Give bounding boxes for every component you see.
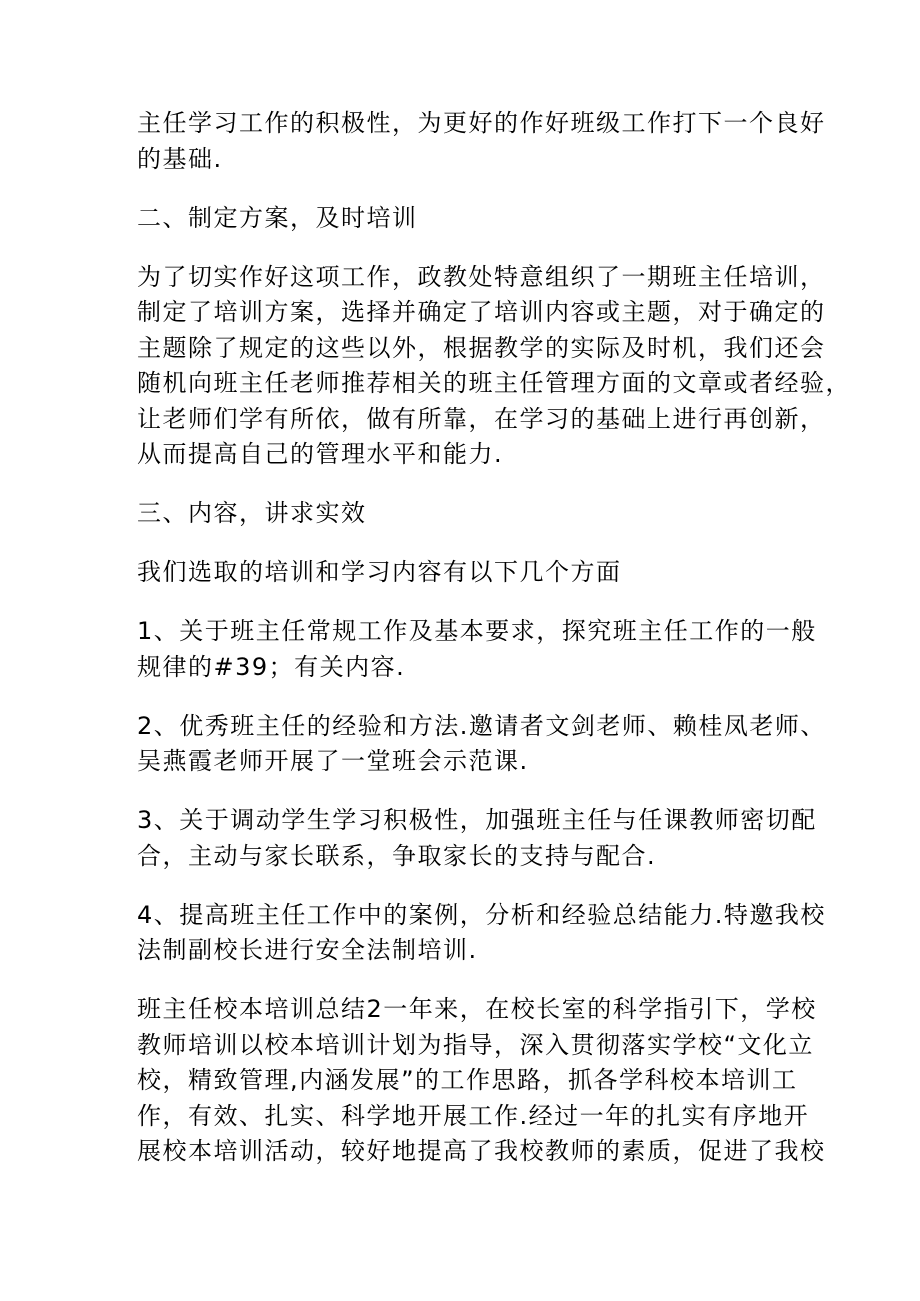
text-line: 随机向班主任老师推荐相关的班主任管理方面的文章或者经验， bbox=[137, 369, 851, 397]
text-line: 二、制定方案，及时培训 bbox=[137, 203, 418, 232]
text-line: 主任学习工作的积极性，为更好的作好班级工作打下一个良好 bbox=[137, 109, 826, 137]
text-line: 3、关于调动学生学习积极性，加强班主任与任课教师密切配 bbox=[137, 806, 817, 834]
text-line: 2、优秀班主任的经验和方法.邀请者文剑老师、赖桂凤老师、 bbox=[137, 711, 826, 740]
text-line: 的基础. bbox=[137, 144, 223, 173]
text-line: 从而提高自己的管理水平和能力. bbox=[137, 440, 504, 468]
paragraph bbox=[137, 106, 826, 177]
paragraph bbox=[137, 992, 826, 1170]
text-line: 4、提高班主任工作中的案例，分析和经验总结能力.特邀我校 bbox=[137, 900, 826, 929]
text-line: 展校本培训活动，较好地提高了我校教师的素质，促进了我校 bbox=[137, 1137, 826, 1165]
text-line: 1、关于班主任常规工作及基本要求，探究班主任工作的一般 bbox=[137, 617, 817, 645]
text-line: 为了切实作好这项工作，政教处特意组织了一期班主任培训， bbox=[137, 262, 826, 291]
section-heading bbox=[137, 201, 787, 237]
text-line: 制定了培训方案，选择并确定了培训内容或主题，对于确定的 bbox=[137, 298, 826, 326]
text-line: 法制副校长进行安全法制培训. bbox=[137, 936, 478, 964]
list-item bbox=[137, 898, 826, 969]
document-body bbox=[137, 106, 851, 1193]
list-item bbox=[137, 803, 817, 874]
list-item bbox=[137, 709, 826, 780]
text-line: 规律的#39；有关内容. bbox=[137, 652, 406, 681]
paragraph bbox=[137, 260, 851, 473]
text-line: 班主任校本培训总结2一年来，在校长室的科学指引下，学校 bbox=[137, 995, 817, 1023]
text-line: 合，主动与家长联系，争取家长的支持与配合. bbox=[137, 841, 657, 870]
list-item bbox=[137, 614, 817, 685]
text-line: 作，有效、扎实、科学地开展工作.经过一年的扎实有序地开 bbox=[137, 1101, 810, 1130]
text-line: 吴燕霞老师开展了一堂班会示范课. bbox=[137, 747, 529, 775]
text-line: 主题除了规定的这些以外，根据教学的实际及时机，我们还会 bbox=[137, 333, 826, 362]
text-line: 让老师们学有所依，做有所靠，在学习的基础上进行再创新， bbox=[137, 404, 826, 433]
text-line: 教师培训以校本培训计划为指导，深入贯彻落实学校“文化立 bbox=[137, 1030, 814, 1059]
text-line: 三、内容，讲求实效 bbox=[137, 499, 367, 527]
text-line: 我们选取的培训和学习内容有以下几个方面 bbox=[137, 558, 622, 586]
section-heading bbox=[137, 496, 787, 532]
text-line: 校，精致管理,内涵发展”的工作思路，抓各学科校本培训工 bbox=[137, 1066, 798, 1094]
paragraph bbox=[137, 555, 787, 591]
